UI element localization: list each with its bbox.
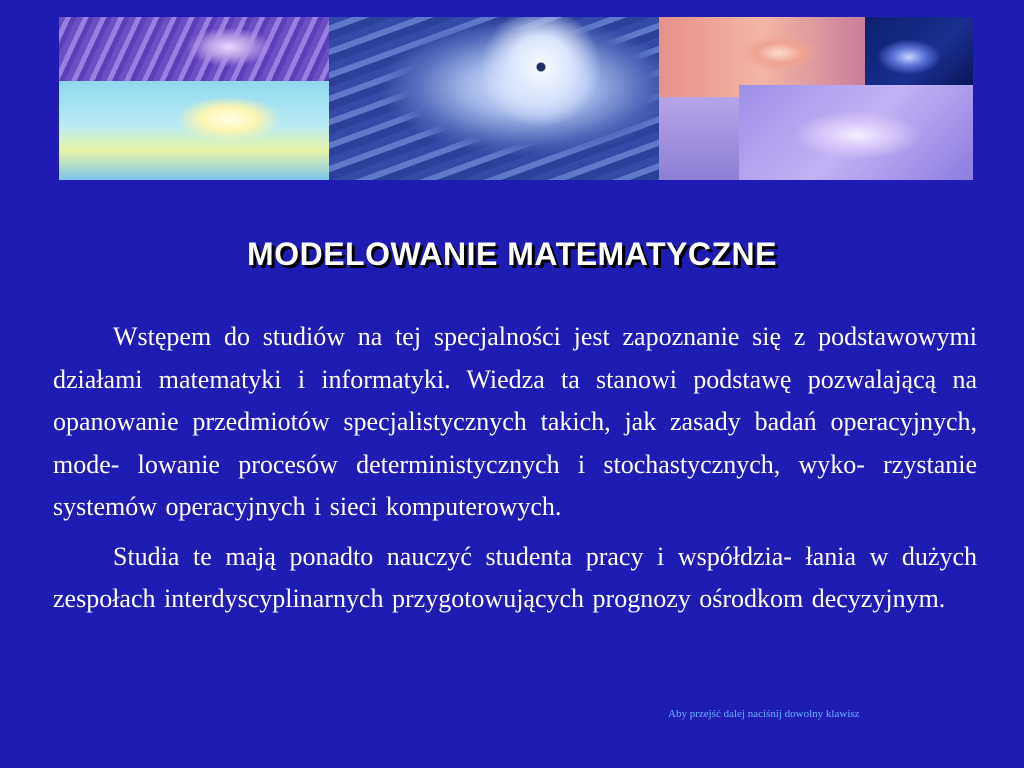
- storm-image-light-violet: [739, 85, 973, 180]
- hurricane-image-center: [329, 17, 659, 180]
- storm-image-cyan: [59, 81, 375, 180]
- storm-image-lavender: [659, 97, 739, 180]
- paragraph: Studia te mają ponadto nauczyć studenta pracy i współdzia- łania w dużych zespołach interdyscyplinarnych przygotowujących prognozy ośrodkom decyzyjnym.: [53, 541, 977, 613]
- paragraph: Wstępem do studiów na tej specjalności jest zapoznanie się z podstawowymi działami matematyki i informatyki. Wiedza ta stanowi podstawę pozwalającą na opanowanie przedmiotów specjalistycznych takich, jak zasady badań operacyjnych, mode- lowanie procesów deterministycznych i stochastycznych, wyko- rzystanie systemów operacyjnych i sieci komputerowych.: [53, 322, 977, 521]
- storm-image-violet: [59, 17, 329, 81]
- slide-body: [53, 316, 977, 628]
- continue-hint: Aby przejść dalej naciśnij dowolny klawisz: [668, 708, 860, 720]
- storm-image-dark-blue: [865, 17, 973, 85]
- slide-title: MODELOWANIE MATEMATYCZNE: [247, 236, 777, 272]
- satellite-imagery-banner: [59, 17, 973, 180]
